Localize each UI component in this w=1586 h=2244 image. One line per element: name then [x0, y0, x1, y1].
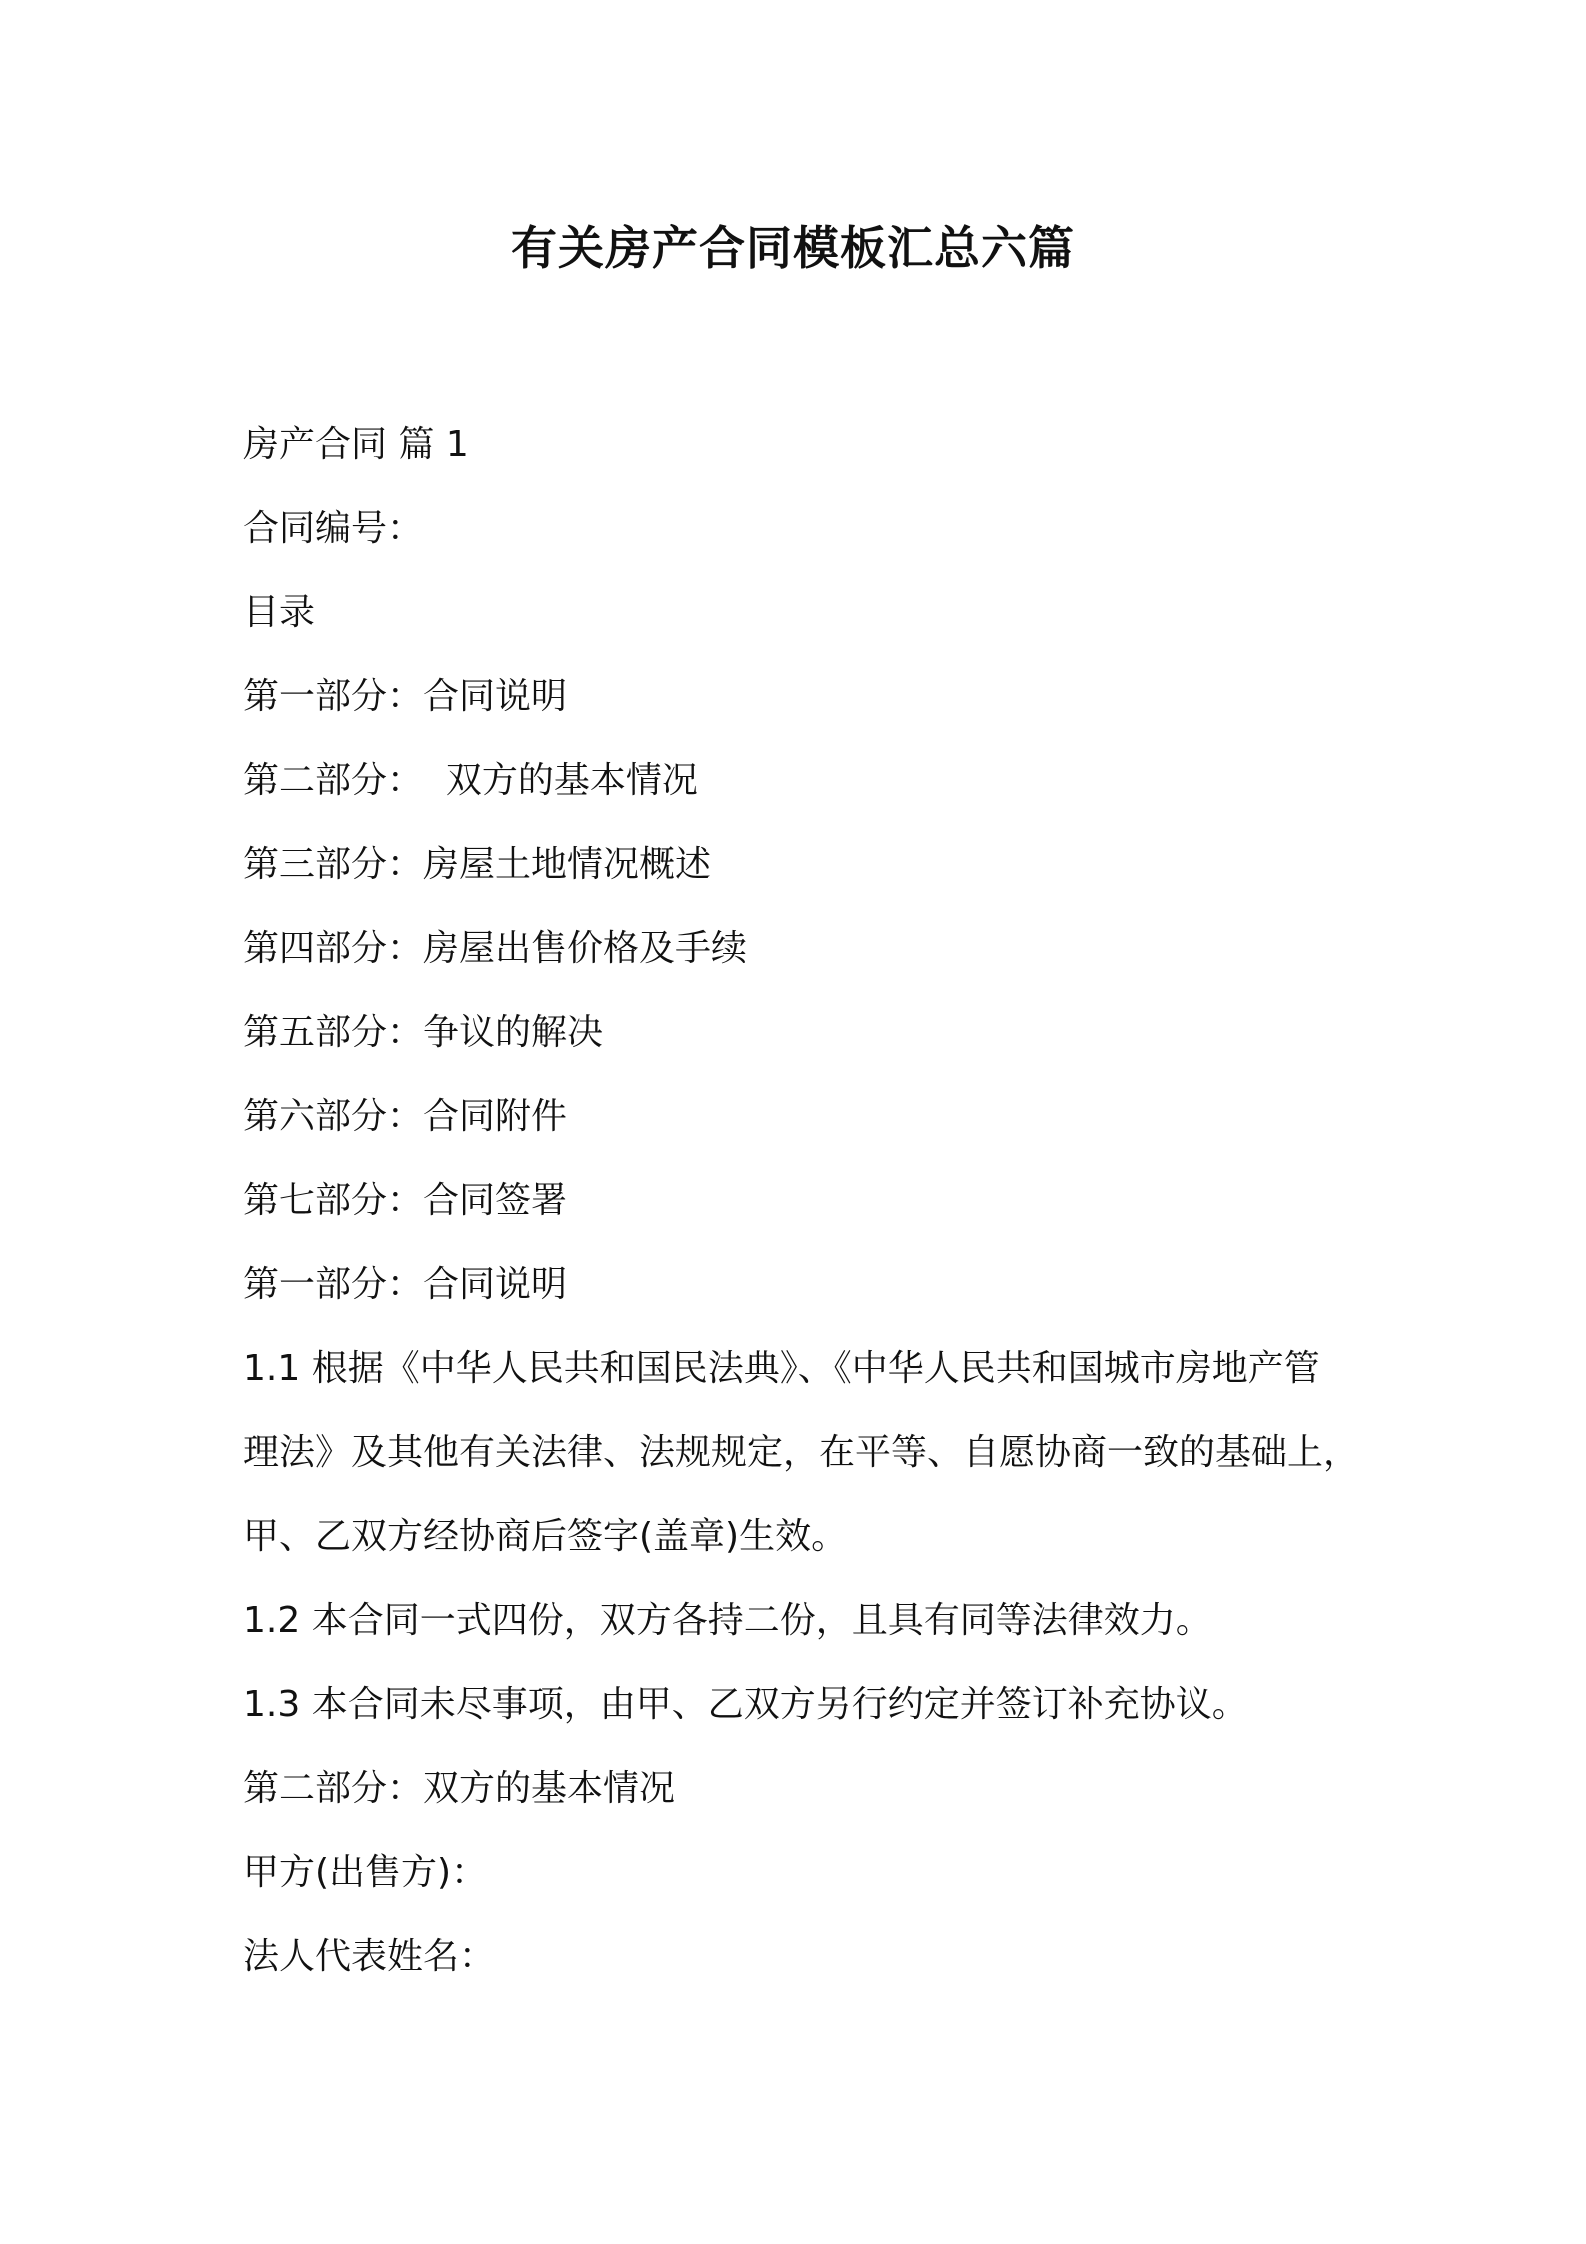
paragraph-line: 1.3 本合同未尽事项，由甲、乙双方另行约定并签订补充协议。 [243, 1684, 1248, 1725]
part-heading: 第一部分：合同说明 [243, 1264, 568, 1305]
document-body [243, 403, 1383, 1999]
legal-representative-label: 法人代表姓名： [243, 1936, 496, 1977]
toc-item: 第四部分：房屋出售价格及手续 [243, 928, 748, 969]
paragraph-line: 1.2 本合同一式四份，双方各持二份，且具有同等法律效力。 [243, 1600, 1212, 1641]
paragraph-line: 理法》及其他有关法律、法规规定，在平等、自愿协商一致的基础上， [243, 1432, 1360, 1473]
toc-item: 第一部分：合同说明 [243, 676, 568, 717]
toc-item: 第三部分：房屋土地情况概述 [243, 844, 712, 885]
paragraph-line: 1.1 根据《中华人民共和国民法典》、《中华人民共和国城市房地产管 [243, 1348, 1320, 1389]
section-heading: 房产合同 篇 1 [243, 424, 469, 465]
toc-heading: 目录 [243, 592, 316, 633]
document-title: 有关房产合同模板汇总六篇 [511, 221, 1075, 275]
party-a-label: 甲方(出售方)： [243, 1852, 488, 1893]
toc-item: 第七部分：合同签署 [243, 1180, 568, 1221]
contract-number-label: 合同编号： [243, 508, 424, 549]
toc-item: 第五部分：争议的解决 [243, 1012, 604, 1053]
part-heading: 第二部分：双方的基本情况 [243, 1768, 676, 1809]
toc-item: 第六部分：合同附件 [243, 1096, 568, 1137]
paragraph-line: 甲、乙双方经协商后签字(盖章)生效。 [243, 1516, 848, 1557]
toc-item: 第二部分： 双方的基本情况 [243, 760, 698, 801]
